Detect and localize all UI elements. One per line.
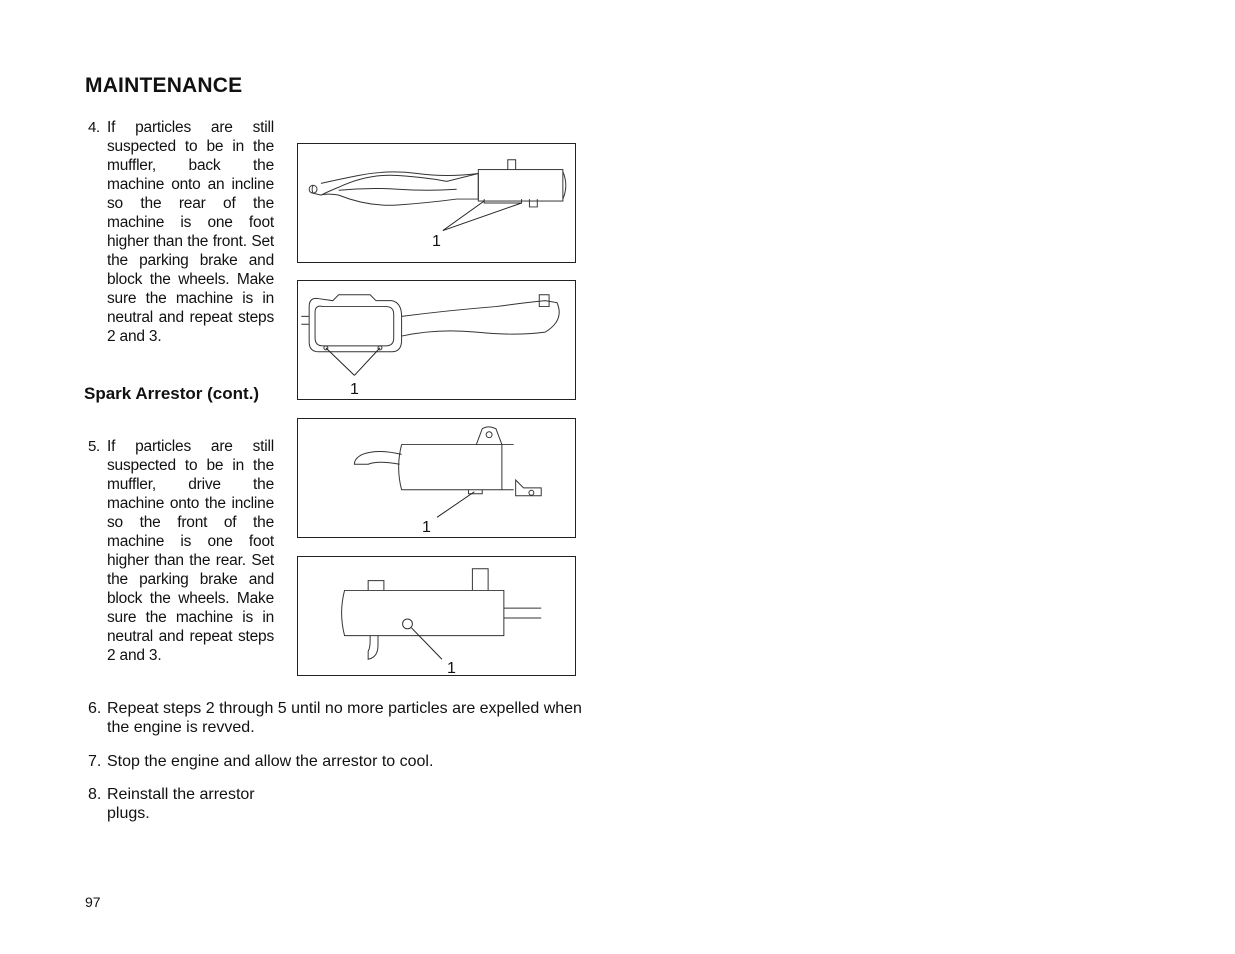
- subsection-title: Spark Arrestor (cont.): [84, 384, 260, 403]
- callout-label: 1: [432, 233, 441, 250]
- step-4: [88, 118, 274, 346]
- callout-label: 1: [422, 519, 431, 536]
- muffler-illustration: [298, 557, 575, 675]
- section-title: MAINTENANCE: [85, 74, 243, 97]
- figure-muffler-bottom-plug: [297, 418, 576, 538]
- callout-label: 1: [350, 381, 359, 398]
- step-number: 7.: [88, 753, 102, 770]
- figure-muffler-top-view: [297, 280, 576, 400]
- muffler-illustration: [298, 281, 575, 399]
- figure-muffler-side-view: [297, 143, 576, 263]
- step-text: Stop the engine and allow the arrestor to cool.: [107, 753, 434, 770]
- step-text: Reinstall the arrestor plugs.: [107, 786, 255, 822]
- step-text: If particles are still suspected to be in the muffler, drive the machine onto the incline so the front of the machine is one foot higher than the rear. Set the parking brake and block the wheels. Make sure the machine is in neutral and repeat steps 2 and 3.: [107, 438, 274, 664]
- callout-label: 1: [447, 660, 456, 677]
- page-number: 97: [85, 894, 101, 910]
- step-number: 4.: [88, 119, 100, 136]
- step-number: 5.: [88, 438, 100, 455]
- step-7: [88, 752, 583, 771]
- step-text: If particles are still suspected to be in the muffler, back the machine onto an incline so the rear of the machine is one foot higher than the front. Set the parking brake and block the wheels. Make sure the machine is in neutral and repeat steps 2 and 3.: [107, 119, 274, 345]
- step-8: [88, 785, 288, 823]
- step-text: Repeat steps 2 through 5 until no more particles are expelled when the engine is revved.: [107, 700, 582, 736]
- step-5: [88, 437, 274, 665]
- step-number: 6.: [88, 700, 102, 717]
- step-6: [88, 699, 583, 737]
- step-number: 8.: [88, 786, 102, 803]
- figure-muffler-side-plug: [297, 556, 576, 676]
- muffler-illustration: [298, 419, 575, 537]
